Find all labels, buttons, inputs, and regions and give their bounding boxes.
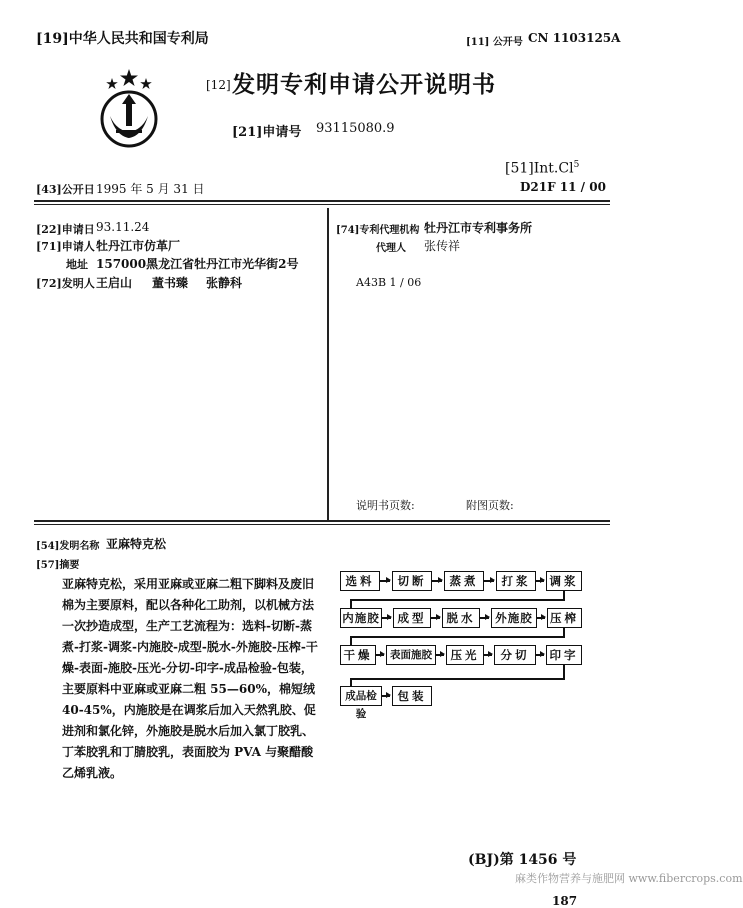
flow-step-slitting: 分切 bbox=[494, 645, 536, 665]
flow-row-4 bbox=[340, 686, 582, 720]
flow-arrow bbox=[382, 617, 391, 619]
address-label: 地址 bbox=[66, 258, 88, 271]
classification: A43B 1 / 06 bbox=[356, 276, 422, 289]
publication-date: 1995 年 5 月 31 日 bbox=[96, 182, 205, 196]
flow-step-calendering: 压光 bbox=[446, 645, 484, 665]
flow-step-mixing: 调浆 bbox=[546, 571, 582, 591]
flow-step-surface-sizing: 表面施胶 bbox=[386, 645, 436, 665]
inventor-1: 王启山 bbox=[96, 276, 133, 290]
publication-date-label: [43]公开日 bbox=[36, 183, 95, 196]
page-number: 187 bbox=[552, 894, 578, 908]
flow-connector bbox=[350, 678, 565, 680]
description-pages-label: 说明书页数: bbox=[356, 499, 415, 512]
inventor-label: [72]发明人 bbox=[36, 277, 95, 290]
flow-step-printing: 印字 bbox=[546, 645, 582, 665]
flow-step-internal-sizing: 内施胶 bbox=[340, 608, 382, 628]
header-rule bbox=[34, 200, 610, 202]
flow-step-sorting: 选料 bbox=[340, 571, 380, 591]
applicant-label: [71]申请人 bbox=[36, 240, 95, 253]
column-divider bbox=[327, 208, 329, 520]
document-type-title: 发明专利申请公开说明书 bbox=[232, 71, 496, 98]
flow-row-2 bbox=[340, 608, 582, 630]
invention-title-label: [54]发明名称 bbox=[36, 541, 100, 552]
flow-arrow bbox=[431, 617, 440, 619]
flow-step-packaging: 包装 bbox=[392, 686, 432, 706]
abstract-text: 亚麻特克松，采用亚麻或亚麻二粗下脚料及废旧棉为主要原料，配以各种化工助剂，以机械方法一次抄造成型，生产工艺流程为：选料-切断-蒸煮-打浆-调浆-内施胶-成型-脱水-外施胶-压榨-干燥-表面-施胶-压光-分切-印字-成品检验-包装，主要原料中亚麻或亚麻二粗 55—60%，棉短绒 40-45%，内施胶是在调浆后加入天然乳胶、促进剂和氯化锌，外施胶是脱水后加入氯丁胶乳、丁苯胶乳和丁腈胶乳，表面胶为 PVA 与聚醋酸乙烯乳液。 bbox=[62, 577, 318, 780]
flow-connector bbox=[350, 599, 565, 601]
flow-step-beating: 打浆 bbox=[496, 571, 536, 591]
agency-label: [74]专利代理机构 bbox=[336, 225, 420, 236]
flow-step-pressing: 压榨 bbox=[547, 608, 582, 628]
flow-row-3 bbox=[340, 645, 582, 667]
flow-row-1 bbox=[340, 571, 582, 593]
agent-label: 代理人 bbox=[376, 243, 406, 254]
flow-arrow bbox=[484, 654, 492, 656]
flow-arrow bbox=[484, 580, 494, 582]
agency: 牡丹江市专利事务所 bbox=[424, 221, 533, 235]
int-cl-value: D21F 11 / 00 bbox=[520, 180, 606, 194]
inventor-3: 张静科 bbox=[206, 276, 243, 290]
drawing-pages-label: 附图页数: bbox=[466, 499, 514, 512]
section-rule-thin bbox=[34, 524, 610, 525]
flow-step-external-sizing: 外施胶 bbox=[491, 608, 537, 628]
flow-connector bbox=[563, 665, 565, 679]
filing-date-label: [22]申请日 bbox=[36, 223, 95, 236]
watermark: 麻类作物营养与施肥网 www.fibercrops.com bbox=[515, 872, 743, 885]
patent-office-name: [19]中华人民共和国专利局 bbox=[36, 31, 209, 47]
section-rule bbox=[34, 520, 610, 522]
national-emblem-icon bbox=[94, 64, 164, 148]
header-rule-thin bbox=[34, 204, 610, 205]
application-number-label: [21]申请号 bbox=[232, 125, 302, 140]
invention-title: 亚麻特克松 bbox=[106, 537, 167, 551]
footer-code: (BJ)第 1456 号 bbox=[468, 852, 577, 868]
flow-arrow bbox=[432, 580, 442, 582]
int-cl-label: [51]Int.Cl$^5$ bbox=[505, 160, 580, 177]
inventor-2: 董书臻 bbox=[152, 276, 189, 290]
abstract-label: [57]摘要 bbox=[36, 560, 80, 571]
agent: 张传祥 bbox=[424, 239, 461, 253]
flow-arrow bbox=[536, 654, 544, 656]
flow-step-forming: 成型 bbox=[393, 608, 431, 628]
document-type-code: [12] bbox=[206, 78, 231, 92]
flow-arrow bbox=[536, 580, 544, 582]
flow-arrow bbox=[537, 617, 545, 619]
flow-arrow bbox=[376, 654, 384, 656]
flow-arrow bbox=[480, 617, 489, 619]
flow-connector bbox=[350, 636, 565, 638]
flow-step-dewatering: 脱水 bbox=[442, 608, 480, 628]
publication-number-label: [11] 公开号 bbox=[466, 37, 523, 48]
flow-connector bbox=[350, 599, 352, 608]
applicant: 牡丹江市仿革厂 bbox=[96, 239, 181, 253]
publication-number: CN 1103125A bbox=[528, 31, 621, 45]
flow-arrow bbox=[382, 695, 390, 697]
flow-step-drying: 干燥 bbox=[340, 645, 376, 665]
application-number: 93115080.9 bbox=[316, 121, 395, 136]
flow-step-cooking: 蒸煮 bbox=[444, 571, 484, 591]
flow-step-inspection: 成品检验 bbox=[340, 686, 382, 706]
address: 157000黑龙江省牡丹江市光华街2号 bbox=[96, 257, 299, 271]
flow-step-cutting: 切断 bbox=[392, 571, 432, 591]
flow-connector bbox=[350, 636, 352, 645]
filing-date: 93.11.24 bbox=[96, 220, 150, 234]
flow-arrow bbox=[436, 654, 444, 656]
flow-arrow bbox=[380, 580, 390, 582]
